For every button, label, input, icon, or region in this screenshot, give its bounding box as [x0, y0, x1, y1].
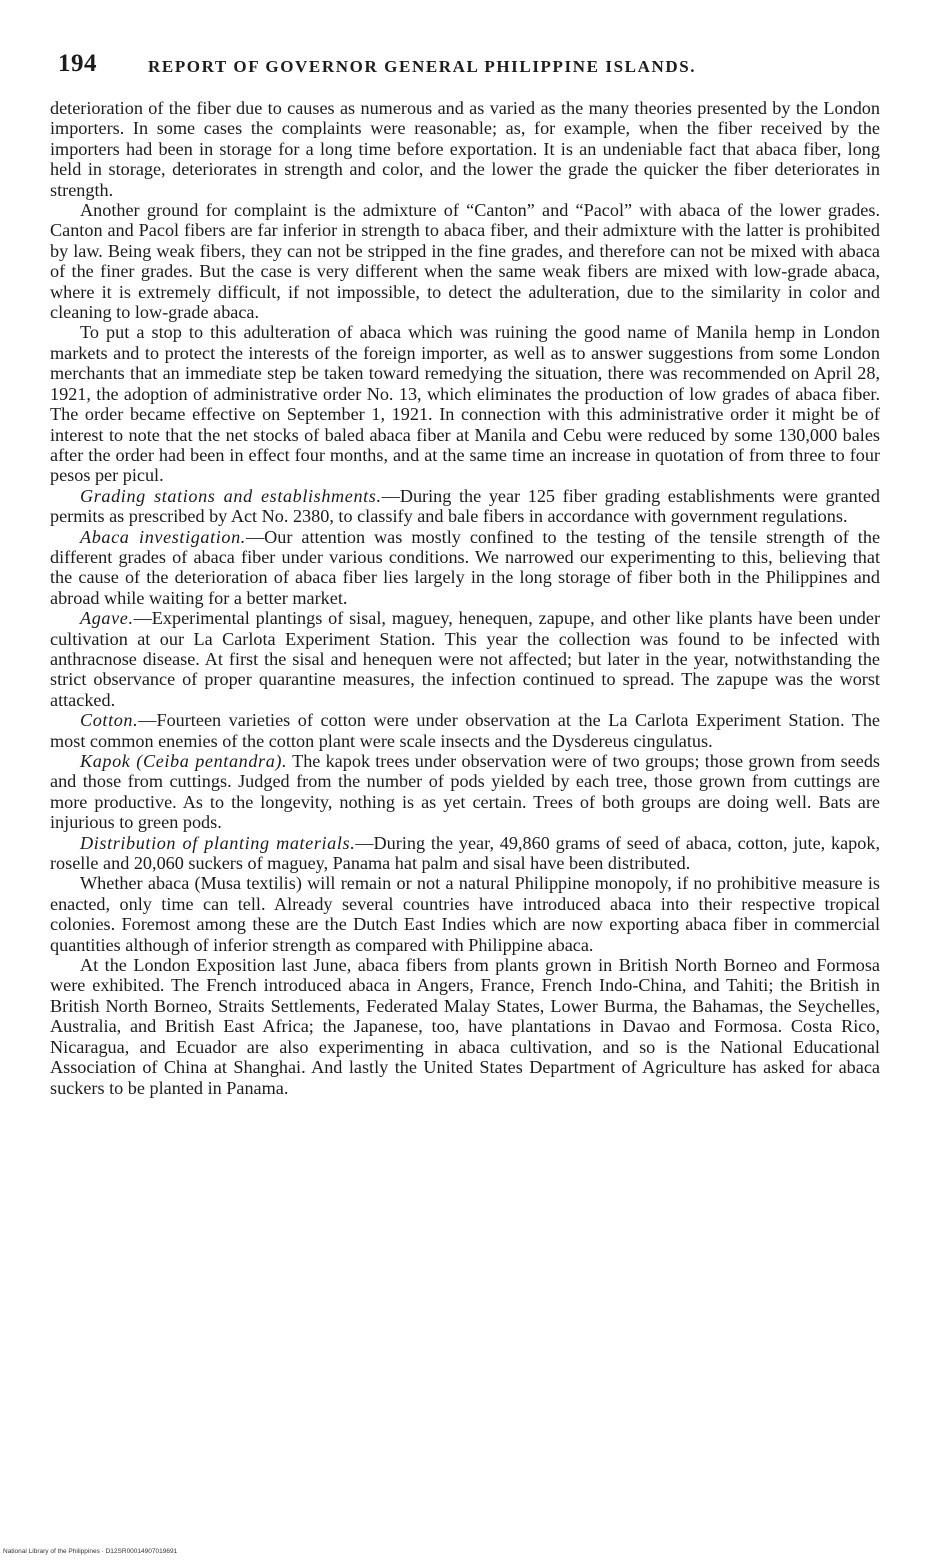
scan-footer: National Library of the Philippines · D12SR00014907019691	[3, 1548, 178, 1555]
paragraph-text: Another ground for complaint is the admixture of “Canton” and “Pacol” with abaca of the lower grades. Canton and Pacol fibers are far inferior in strength to abaca fiber, and their admixture with the latter is prohibited by law. Being weak fibers, they can not be stripped in the fine grades, and therefore can not be mixed with abaca of the finer grades. But the case is very different when the same weak fibers are mixed with low-grade abaca, where it is extremely difficult, if not impossible, to detect the adulteration, due to the similarity in color and cleaning to low-grade abaca.	[50, 200, 880, 323]
section-lead: Abaca investigation.	[80, 526, 246, 547]
paragraph-abaca-investigation	[50, 527, 880, 609]
paragraph-text: Whether abaca (Musa textilis) will remain or not a natural Philippine monopoly, if no prohibitive measure is enacted, only time can tell. Already several countries have introduced abaca into their respective tropical colonies. Foremost among these are the Dutch East Indies which are now exporting abaca fiber in commercial quantities although of inferior strength as compared with Philippine abaca.	[50, 873, 880, 955]
running-head: REPORT OF GOVERNOR GENERAL PHILIPPINE ISLANDS.	[148, 57, 697, 76]
paragraph-monopoly	[50, 873, 880, 955]
paragraph-text: The kapok trees under observation were of two groups; those grown from seeds and those from cuttings. Judged from the number of pods yielded by each tree, those grown from cuttings are more productive. As to the longevity, nothing is as yet certain. Trees of both groups are doing well. Bats are injurious to green pods.	[50, 751, 880, 833]
paragraph-continuation	[50, 98, 880, 200]
section-lead: Agave.	[80, 608, 134, 629]
body-text	[50, 98, 880, 1493]
paragraph-text: —Fourteen varieties of cotton were under observation at the La Carlota Experiment Station. The most common enemies of the cotton plant were scale insects and the Dysdereus cingulatus.	[50, 710, 880, 751]
paragraph-canton-pacol	[50, 200, 880, 322]
paragraph-text: —Our attention was mostly confined to the testing of the tensile strength of the different grades of abaca fiber under various conditions. We narrowed our experimenting to this, believing that the cause of the deterioration of abaca fiber lies largely in the long storage of fiber both in the Philippines and abroad while waiting for a better market.	[50, 526, 880, 608]
paragraph-grading-stations	[50, 486, 880, 527]
paragraph-text: At the London Exposition last June, abaca fibers from plants grown in British North Borneo and Formosa were exhibited. The French introduced abaca in Angers, France, French Indo-China, and Tahiti; the British in British North Borneo, Straits Settlements, Federated Malay States, Lower Burma, the Bahamas, the Seychelles, Australia, and British East Africa; the Japanese, too, have plantations in Davao and Formosa. Costa Rico, Nicaragua, and Ecuador are also experimenting in abaca cultivation, and so is the National Educational Association of China at Shanghai. And lastly the United States Department of Agriculture has asked for abaca suckers to be planted in Panama.	[50, 955, 880, 1098]
section-lead: Grading stations and establishments.	[80, 485, 382, 506]
paragraph-text: —During the year, 49,860 grams of seed of abaca, cotton, jute, kapok, roselle and 20,060 suckers of maguey, Panama hat palm and sisal have been distributed.	[50, 832, 880, 874]
page-header	[58, 50, 878, 90]
paragraph-text: —During the year 125 fiber grading establishments were granted permits as prescribed by Act No. 2380, to classify and bale fibers in accordance with government regulations.	[50, 485, 880, 527]
paragraph-text: deterioration of the fiber due to causes as numerous and as varied as the many theories presented by the London importers. In some cases the complaints were reasonable; as, for example, when the fiber received by the importers had been in storage for a long time before exportation. It is an undeniable fact that abaca fiber, long held in storage, deteriorates in strength and color, and the lower the grade the quicker the fiber deteriorates in strength.	[50, 98, 880, 200]
paragraph-distribution	[50, 833, 880, 874]
paragraph-text: —Experimental plantings of sisal, maguey, henequen, zapupe, and other like plants have been under cultivation at our La Carlota Experiment Station. This year the collection was found to be infected with anthracnose disease. At first the sisal and henequen were not affected; but later in the year, notwithstanding the strict observance of proper quarantine measures, the infection continued to spread. The zapupe was the worst attacked.	[50, 608, 880, 710]
section-lead: Distribution of planting materials.	[80, 832, 356, 853]
section-lead: Cotton.	[80, 710, 139, 731]
paragraph-adulteration	[50, 322, 880, 485]
paragraph-agave	[50, 608, 880, 710]
section-lead: Kapok (Ceiba pentandra).	[80, 751, 288, 771]
paragraph-cotton	[50, 710, 880, 751]
paragraph-kapok	[50, 751, 880, 833]
page-number: 194	[58, 50, 97, 77]
paragraph-london-exposition	[50, 955, 880, 1098]
paragraph-text: To put a stop to this adulteration of abaca which was ruining the good name of Manila hemp in London markets and to protect the interests of the foreign importer, as well as to answer suggestions from some London merchants that an immediate step be taken toward remedying the situation, there was recommended on April 28, 1921, the adoption of administrative order No. 13, which eliminates the production of low grades of abaca fiber. The order became effective on September 1, 1921. In connection with this administrative order it might be of interest to note that the net stocks of baled abaca fiber at Manila and Cebu were reduced by some 130,000 bales after the order had been in effect four months, and at the same time an increase in quotation of from three to four pesos per picul.	[50, 322, 880, 486]
